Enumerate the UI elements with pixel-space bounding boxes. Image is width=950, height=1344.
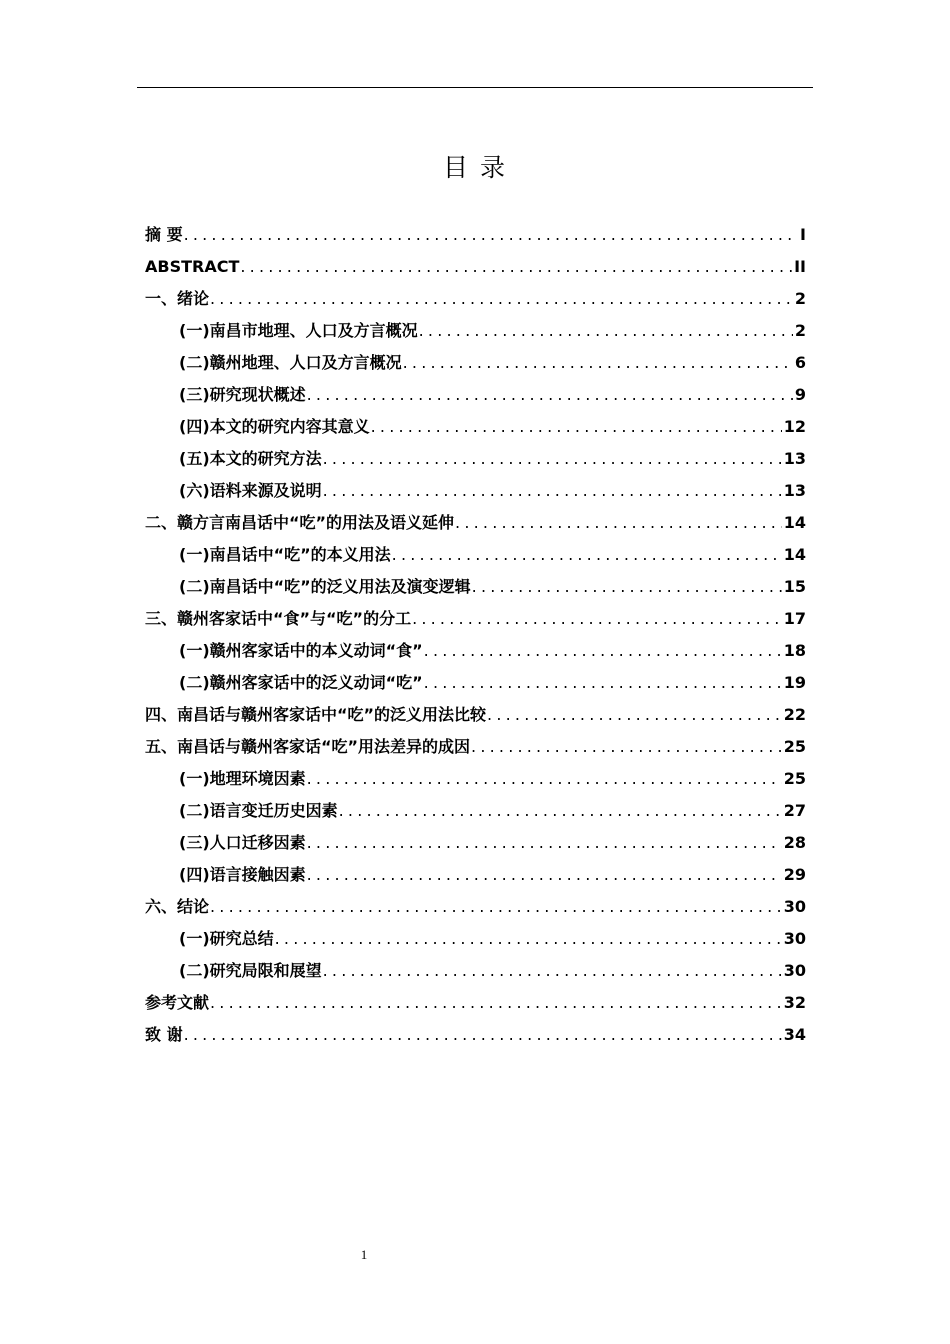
toc-leader-dots [209, 283, 793, 315]
toc-entry[interactable] [145, 411, 806, 443]
toc-entry-page: 27 [783, 801, 806, 820]
toc-entry-label: (五)本文的研究方法 [179, 449, 322, 468]
toc-entry-label: (六)语料来源及说明 [179, 481, 322, 500]
toc-leader-dots [306, 827, 782, 859]
toc-entry-label: (三)人口迁移因素 [179, 833, 306, 852]
toc-entry-label: (四)语言接触因素 [179, 865, 306, 884]
toc-leader-dots [486, 699, 782, 731]
toc-entry-page: 28 [783, 833, 806, 852]
toc-entry-page: 14 [783, 513, 806, 532]
toc-entry-label: (二)南昌话中“吃”的泛义用法及演变逻辑 [179, 577, 471, 596]
toc-entry-label: 五、南昌话与赣州客家话“吃”用法差异的成因 [145, 737, 471, 756]
table-of-contents [145, 219, 806, 1051]
toc-entry-page: 22 [783, 705, 806, 724]
toc-leader-dots [370, 411, 782, 443]
toc-entry[interactable] [145, 667, 806, 699]
toc-entry[interactable] [145, 251, 806, 283]
toc-leader-dots [338, 795, 782, 827]
toc-entry-page: 30 [783, 929, 806, 948]
toc-entry[interactable] [145, 635, 806, 667]
toc-entry[interactable] [145, 475, 806, 507]
toc-leader-dots [183, 1019, 782, 1051]
toc-entry-page: 29 [783, 865, 806, 884]
toc-entry-label: (二)语言变迁历史因素 [179, 801, 338, 820]
toc-entry-label: 摘 要 [145, 225, 183, 244]
toc-entry[interactable] [145, 763, 806, 795]
toc-entry-label: 一、绪论 [145, 289, 210, 308]
toc-leader-dots [183, 219, 798, 251]
toc-entry[interactable] [145, 1019, 806, 1051]
toc-entry-page: 13 [783, 481, 806, 500]
toc-entry-page: 12 [783, 417, 806, 436]
toc-entry-label: 二、赣方言南昌话中“吃”的用法及语义延伸 [145, 513, 455, 532]
toc-leader-dots [423, 635, 782, 667]
toc-leader-dots [471, 571, 782, 603]
toc-entry-page: 13 [783, 449, 806, 468]
toc-entry[interactable] [145, 571, 806, 603]
toc-entry-label: (一)南昌市地理、人口及方言概况 [179, 321, 418, 340]
toc-entry[interactable] [145, 891, 806, 923]
toc-entry-page: 25 [783, 769, 806, 788]
toc-entry-page: I [800, 225, 806, 244]
toc-entry[interactable] [145, 955, 806, 987]
toc-entry-label: 六、结论 [145, 897, 210, 916]
toc-entry-label: (一)赣州客家话中的本义动词“食” [179, 641, 423, 660]
toc-entry-label: (二)研究局限和展望 [179, 961, 322, 980]
toc-entry-page: 25 [783, 737, 806, 756]
toc-entry[interactable] [145, 347, 806, 379]
toc-entry-page: 9 [794, 385, 806, 404]
toc-leader-dots [209, 891, 782, 923]
toc-entry-label: (一)南昌话中“吃”的本义用法 [179, 545, 391, 564]
toc-entry[interactable] [145, 283, 806, 315]
toc-entry-page: 30 [783, 961, 806, 980]
toc-entry-label: (二)赣州客家话中的泛义动词“吃” [179, 673, 423, 692]
toc-leader-dots [411, 603, 782, 635]
toc-entry-page: 6 [794, 353, 806, 372]
toc-leader-dots [391, 539, 782, 571]
toc-leader-dots [418, 315, 793, 347]
toc-entry-page: 17 [783, 609, 806, 628]
toc-leader-dots [274, 923, 782, 955]
toc-entry-label: (一)研究总结 [179, 929, 274, 948]
toc-leader-dots [322, 955, 782, 987]
toc-entry[interactable] [145, 699, 806, 731]
toc-entry[interactable] [145, 219, 806, 251]
toc-entry-label: (二)赣州地理、人口及方言概况 [179, 353, 402, 372]
toc-leader-dots [402, 347, 793, 379]
toc-entry[interactable] [145, 603, 806, 635]
toc-entry[interactable] [145, 795, 806, 827]
toc-title: 目 录 [443, 153, 507, 182]
toc-leader-dots [239, 251, 792, 283]
toc-entry[interactable] [145, 987, 806, 1019]
toc-entry[interactable] [145, 507, 806, 539]
toc-entry-label: (四)本文的研究内容其意义 [179, 417, 370, 436]
toc-entry-label: 参考文献 [145, 993, 210, 1012]
toc-entry-page: 18 [783, 641, 806, 660]
toc-entry[interactable] [145, 859, 806, 891]
toc-entry-page: 19 [783, 673, 806, 692]
toc-entry-page: 32 [783, 993, 806, 1012]
toc-entry[interactable] [145, 731, 806, 763]
toc-leader-dots [306, 763, 782, 795]
toc-leader-dots [306, 859, 782, 891]
toc-leader-dots [209, 987, 782, 1019]
toc-entry-page: 2 [794, 321, 806, 340]
toc-entry-page: 14 [783, 545, 806, 564]
toc-entry[interactable] [145, 539, 806, 571]
toc-entry[interactable] [145, 315, 806, 347]
toc-leader-dots [306, 379, 793, 411]
toc-leader-dots [470, 731, 782, 763]
toc-leader-dots [322, 475, 782, 507]
page-number: 1 [360, 1247, 368, 1262]
toc-entry[interactable] [145, 443, 806, 475]
toc-entry-label: (三)研究现状概述 [179, 385, 306, 404]
toc-entry-label: ABSTRACT [145, 257, 240, 276]
toc-leader-dots [423, 667, 782, 699]
toc-entry-label: 三、赣州客家话中“食”与“吃”的分工 [145, 609, 412, 628]
toc-entry-label: (一)地理环境因素 [179, 769, 306, 788]
toc-entry[interactable] [145, 379, 806, 411]
toc-entry[interactable] [145, 827, 806, 859]
toc-entry-page: II [794, 257, 806, 276]
toc-entry[interactable] [145, 923, 806, 955]
toc-entry-label: 四、南昌话与赣州客家话中“吃”的泛义用法比较 [145, 705, 487, 724]
toc-entry-page: 34 [783, 1025, 806, 1044]
toc-entry-label: 致 谢 [145, 1025, 183, 1044]
toc-entry-page: 15 [783, 577, 806, 596]
header-rule [137, 87, 813, 88]
toc-leader-dots [322, 443, 782, 475]
toc-entry-page: 2 [794, 289, 806, 308]
toc-entry-page: 30 [783, 897, 806, 916]
toc-leader-dots [454, 507, 782, 539]
